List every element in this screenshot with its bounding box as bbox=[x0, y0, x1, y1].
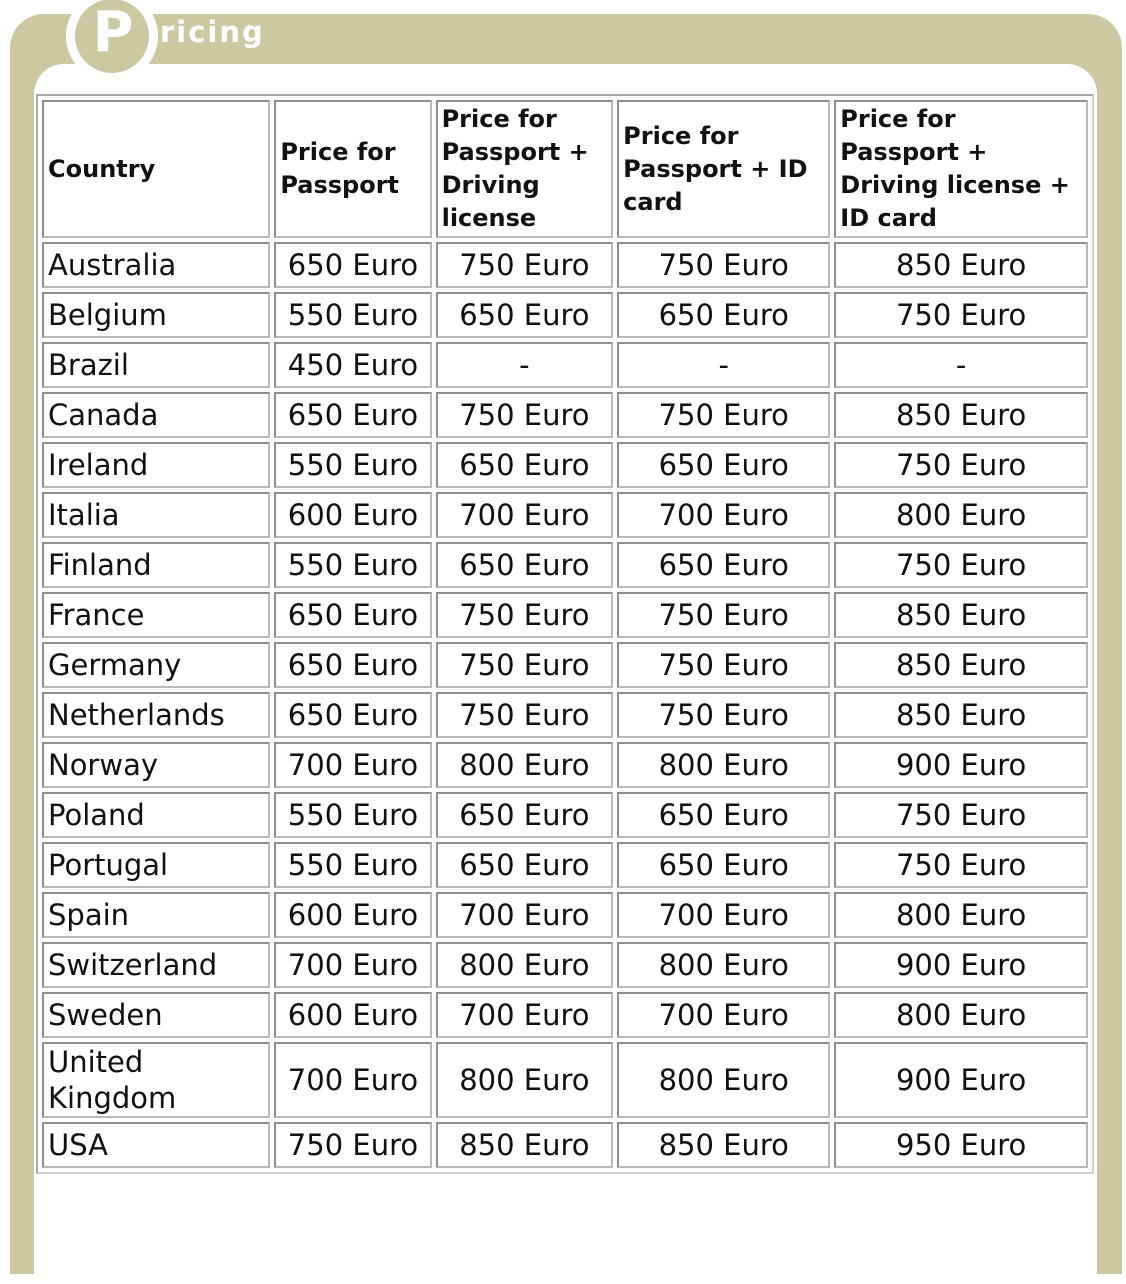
passport-id-price-cell: 650 Euro bbox=[617, 792, 830, 838]
passport-driving-price-cell: 700 Euro bbox=[436, 492, 614, 538]
passport-price-cell: 550 Euro bbox=[274, 842, 431, 888]
passport-price-cell: 650 Euro bbox=[274, 692, 431, 738]
country-cell: Spain bbox=[42, 892, 270, 938]
passport-price-cell: 650 Euro bbox=[274, 642, 431, 688]
passport-price-cell: 600 Euro bbox=[274, 992, 431, 1038]
passport-price-cell: 550 Euro bbox=[274, 542, 431, 588]
passport-driving-price-cell: 650 Euro bbox=[436, 442, 614, 488]
passport-id-price-cell: 750 Euro bbox=[617, 642, 830, 688]
country-cell: Ireland bbox=[42, 442, 270, 488]
pricing-title-initial: P bbox=[92, 0, 134, 65]
passport-driving-price-cell: 650 Euro bbox=[436, 792, 614, 838]
table-row bbox=[42, 642, 1088, 688]
passport-driving-id-price-cell: 800 Euro bbox=[834, 492, 1088, 538]
passport-id-price-cell: 650 Euro bbox=[617, 442, 830, 488]
passport-driving-id-price-cell: 750 Euro bbox=[834, 842, 1088, 888]
country-cell: Switzerland bbox=[42, 942, 270, 988]
passport-id-price-cell: 700 Euro bbox=[617, 892, 830, 938]
passport-driving-id-price-cell: 850 Euro bbox=[834, 592, 1088, 638]
passport-id-price-cell: 650 Euro bbox=[617, 542, 830, 588]
passport-id-price-cell: 750 Euro bbox=[617, 242, 830, 288]
passport-driving-price-cell: 650 Euro bbox=[436, 842, 614, 888]
passport-price-cell: 550 Euro bbox=[274, 292, 431, 338]
passport-id-price-cell: 650 Euro bbox=[617, 842, 830, 888]
passport-price-cell: 600 Euro bbox=[274, 892, 431, 938]
country-cell: Brazil bbox=[42, 342, 270, 388]
passport-id-price-cell: 700 Euro bbox=[617, 992, 830, 1038]
passport-driving-id-price-cell: - bbox=[834, 342, 1088, 388]
passport-driving-id-price-cell: 850 Euro bbox=[834, 242, 1088, 288]
country-cell: Germany bbox=[42, 642, 270, 688]
country-cell: Norway bbox=[42, 742, 270, 788]
passport-driving-price-cell: 800 Euro bbox=[436, 1042, 614, 1118]
passport-driving-price-cell: 750 Euro bbox=[436, 592, 614, 638]
country-cell: Belgium bbox=[42, 292, 270, 338]
table-row bbox=[42, 592, 1088, 638]
passport-driving-price-cell: 700 Euro bbox=[436, 992, 614, 1038]
country-cell: Sweden bbox=[42, 992, 270, 1038]
passport-driving-price-cell: - bbox=[436, 342, 614, 388]
country-cell: France bbox=[42, 592, 270, 638]
passport-driving-id-price-cell: 750 Euro bbox=[834, 292, 1088, 338]
passport-driving-id-price-cell: 950 Euro bbox=[834, 1122, 1088, 1168]
table-row bbox=[42, 492, 1088, 538]
table-row bbox=[42, 692, 1088, 738]
table-row bbox=[42, 1042, 1088, 1118]
header-price-passport-id-card: Price for Passport + ID card bbox=[617, 100, 830, 238]
passport-id-price-cell: 750 Euro bbox=[617, 592, 830, 638]
table-row bbox=[42, 392, 1088, 438]
passport-price-cell: 750 Euro bbox=[274, 1122, 431, 1168]
passport-driving-price-cell: 750 Euro bbox=[436, 242, 614, 288]
passport-driving-price-cell: 750 Euro bbox=[436, 642, 614, 688]
table-header-row bbox=[42, 100, 1088, 238]
pricing-title: ricing bbox=[160, 15, 265, 49]
passport-driving-id-price-cell: 850 Euro bbox=[834, 692, 1088, 738]
country-cell: Poland bbox=[42, 792, 270, 838]
passport-id-price-cell: 700 Euro bbox=[617, 492, 830, 538]
passport-driving-id-price-cell: 900 Euro bbox=[834, 1042, 1088, 1118]
passport-driving-price-cell: 800 Euro bbox=[436, 942, 614, 988]
passport-driving-price-cell: 650 Euro bbox=[436, 292, 614, 338]
passport-price-cell: 550 Euro bbox=[274, 442, 431, 488]
passport-id-price-cell: - bbox=[617, 342, 830, 388]
passport-driving-price-cell: 650 Euro bbox=[436, 542, 614, 588]
table-row bbox=[42, 1122, 1088, 1168]
passport-driving-id-price-cell: 900 Euro bbox=[834, 942, 1088, 988]
header-price-passport-driving-license: Price for Passport + Driving license bbox=[436, 100, 614, 238]
country-cell: Italia bbox=[42, 492, 270, 538]
country-cell: Portugal bbox=[42, 842, 270, 888]
header-price-passport-driving-license-id-card: Price for Passport + Driving license + ID card bbox=[834, 100, 1088, 238]
passport-id-price-cell: 850 Euro bbox=[617, 1122, 830, 1168]
table-row bbox=[42, 742, 1088, 788]
table-row bbox=[42, 942, 1088, 988]
passport-price-cell: 700 Euro bbox=[274, 942, 431, 988]
table-row bbox=[42, 292, 1088, 338]
country-cell: Canada bbox=[42, 392, 270, 438]
passport-driving-price-cell: 750 Euro bbox=[436, 692, 614, 738]
passport-price-cell: 650 Euro bbox=[274, 392, 431, 438]
passport-driving-price-cell: 800 Euro bbox=[436, 742, 614, 788]
passport-driving-price-cell: 750 Euro bbox=[436, 392, 614, 438]
passport-driving-id-price-cell: 900 Euro bbox=[834, 742, 1088, 788]
passport-id-price-cell: 800 Euro bbox=[617, 742, 830, 788]
pricing-initial-badge bbox=[75, 0, 149, 73]
country-cell: Finland bbox=[42, 542, 270, 588]
passport-id-price-cell: 800 Euro bbox=[617, 1042, 830, 1118]
country-cell: USA bbox=[42, 1122, 270, 1168]
table-row bbox=[42, 342, 1088, 388]
passport-id-price-cell: 650 Euro bbox=[617, 292, 830, 338]
passport-driving-id-price-cell: 800 Euro bbox=[834, 992, 1088, 1038]
passport-driving-id-price-cell: 800 Euro bbox=[834, 892, 1088, 938]
header-price-passport: Price for Passport bbox=[274, 100, 431, 238]
pricing-table bbox=[38, 96, 1092, 1172]
passport-price-cell: 700 Euro bbox=[274, 742, 431, 788]
pricing-table-body bbox=[42, 242, 1088, 1168]
header-country: Country bbox=[42, 100, 270, 238]
passport-price-cell: 650 Euro bbox=[274, 592, 431, 638]
passport-driving-id-price-cell: 750 Euro bbox=[834, 792, 1088, 838]
passport-id-price-cell: 750 Euro bbox=[617, 692, 830, 738]
country-cell: Netherlands bbox=[42, 692, 270, 738]
passport-id-price-cell: 750 Euro bbox=[617, 392, 830, 438]
passport-id-price-cell: 800 Euro bbox=[617, 942, 830, 988]
passport-price-cell: 550 Euro bbox=[274, 792, 431, 838]
passport-price-cell: 650 Euro bbox=[274, 242, 431, 288]
passport-driving-price-cell: 850 Euro bbox=[436, 1122, 614, 1168]
passport-price-cell: 600 Euro bbox=[274, 492, 431, 538]
pricing-table-container bbox=[36, 94, 1094, 1174]
passport-driving-id-price-cell: 850 Euro bbox=[834, 642, 1088, 688]
passport-driving-price-cell: 700 Euro bbox=[436, 892, 614, 938]
passport-driving-id-price-cell: 750 Euro bbox=[834, 442, 1088, 488]
country-cell: Australia bbox=[42, 242, 270, 288]
table-row bbox=[42, 442, 1088, 488]
passport-driving-id-price-cell: 850 Euro bbox=[834, 392, 1088, 438]
table-row bbox=[42, 892, 1088, 938]
passport-driving-id-price-cell: 750 Euro bbox=[834, 542, 1088, 588]
passport-price-cell: 700 Euro bbox=[274, 1042, 431, 1118]
table-row bbox=[42, 792, 1088, 838]
table-row bbox=[42, 542, 1088, 588]
table-row bbox=[42, 242, 1088, 288]
country-cell: United Kingdom bbox=[42, 1042, 270, 1118]
table-row bbox=[42, 992, 1088, 1038]
table-row bbox=[42, 842, 1088, 888]
passport-price-cell: 450 Euro bbox=[274, 342, 431, 388]
